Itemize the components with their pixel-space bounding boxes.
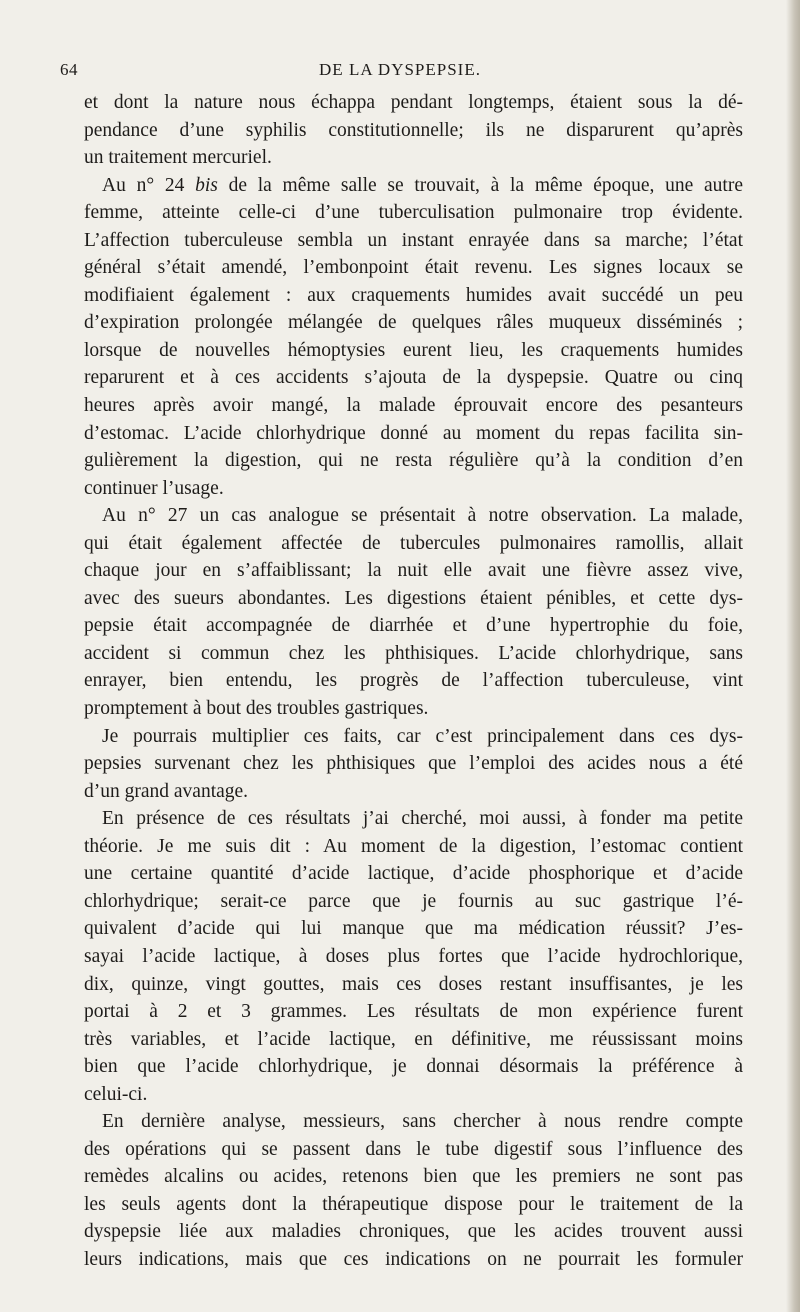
text-line: quivalent d’acide qui lui manque que ma médication réussit? J’es- (84, 918, 743, 940)
text-line: général s’était amendé, l’embonpoint était revenu. Les signes locaux se (84, 257, 743, 279)
text-line: très variables, et l’acide lactique, en définitive, me réussissant moins (84, 1028, 743, 1050)
text-line: modifiaient également : aux craquements humides avait succédé un peu (84, 284, 743, 306)
text-line: sayai l’acide lactique, à doses plus fortes que l’acide hydrochlorique, (84, 945, 743, 967)
text-line: d’expiration prolongée mélangée de quelques râles muqueux disséminés ; (84, 312, 743, 334)
text-line: d’estomac. L’acide chlorhydrique donné au moment du repas facilita sin- (84, 422, 743, 444)
text-line: et dont la nature nous échappa pendant longtemps, étaient sous la dé- (84, 92, 743, 113)
text-line: qui était également affectée de tubercules pulmonaires ramollis, allait (84, 532, 743, 554)
text-line: portai à 2 et 3 grammes. Les résultats de mon expérience furent (84, 1001, 743, 1023)
text-line: une certaine quantité d’acide lactique, d’acide phosphorique et d’acide (84, 863, 743, 885)
page-header (60, 60, 740, 88)
text-line: Au n° 27 un cas analogue se présentait à notre observation. La malade, (102, 505, 743, 527)
text-line: Je pourrais multiplier ces faits, car c’est principalement dans ces dys- (102, 725, 743, 747)
body-text (84, 89, 743, 1274)
text-line: celui-ci. (84, 1083, 148, 1105)
text-line: En présence de ces résultats j’ai cherché, moi aussi, à fonder ma petite (102, 808, 743, 830)
text-line: chlorhydrique; serait-ce parce que je fournis au suc gastrique l’é- (84, 890, 743, 912)
text-line: accident si commun chez les phthisiques. L’acide chlorhydrique, sans (84, 642, 743, 664)
text-line: Au n° 24 bis de la même salle se trouvait, à la même époque, une autre (102, 174, 743, 196)
text-line: continuer l’usage. (84, 477, 224, 499)
text-line: pepsies survenant chez les phthisiques que l’emploi des acides nous a été (84, 753, 743, 775)
text-line: pendance d’une syphilis constitutionnelle; ils ne disparurent qu’après (84, 119, 743, 141)
running-title: DE LA DYSPEPSIE. (319, 60, 481, 79)
text-line: dix, quinze, vingt gouttes, mais ces doses restant insuffisantes, je les (84, 973, 743, 995)
text-line: des opérations qui se passent dans le tube digestif sous l’influence des (84, 1138, 743, 1160)
text-line: lorsque de nouvelles hémoptysies eurent lieu, les craquements humides (84, 339, 743, 361)
page-number: 64 (60, 60, 78, 79)
text-line: enrayer, bien entendu, les progrès de l’affection tuberculeuse, vint (84, 670, 743, 692)
text-line: les seuls agents dont la thérapeutique dispose pour le traitement de la (84, 1193, 743, 1215)
text-line: leurs indications, mais que ces indications on ne pourrait les formuler (84, 1248, 743, 1270)
text-line: dyspepsie liée aux maladies chroniques, que les acides trouvent aussi (84, 1221, 743, 1243)
text-line: reparurent et à ces accidents s’ajouta de la dyspepsie. Quatre ou cinq (84, 367, 743, 389)
page-edge-shadow (786, 0, 800, 1312)
text-line: bien que l’acide chlorhydrique, je donnai désormais la préférence à (84, 1056, 743, 1078)
text-line: chaque jour en s’affaiblissant; la nuit elle avait une fièvre assez vive, (84, 560, 743, 582)
italic-bis: bis (195, 174, 218, 196)
text-line: promptement à bout des troubles gastriques. (84, 698, 429, 720)
text-line: pepsie était accompagnée de diarrhée et d’une hypertrophie du foie, (84, 615, 743, 637)
text-line: un traitement mercuriel. (84, 147, 272, 169)
text-line: remèdes alcalins ou acides, retenons bien que les premiers ne sont pas (84, 1166, 743, 1188)
text-line: L’affection tuberculeuse sembla un instant enrayée dans sa marche; l’état (84, 229, 743, 251)
text-line: heures après avoir mangé, la malade éprouvait encore des pesanteurs (84, 395, 743, 417)
text-line: avec des sueurs abondantes. Les digestions étaient pénibles, et cette dys- (84, 587, 743, 609)
text-line: d’un grand avantage. (84, 780, 249, 802)
text-line: théorie. Je me suis dit : Au moment de la digestion, l’estomac contient (84, 835, 743, 857)
text-line: femme, atteinte celle-ci d’une tuberculisation pulmonaire trop évidente. (84, 202, 743, 224)
text-line: En dernière analyse, messieurs, sans chercher à nous rendre compte (102, 1111, 743, 1133)
text-line: gulièrement la digestion, qui ne resta régulière qu’à la condition d’en (84, 450, 743, 472)
